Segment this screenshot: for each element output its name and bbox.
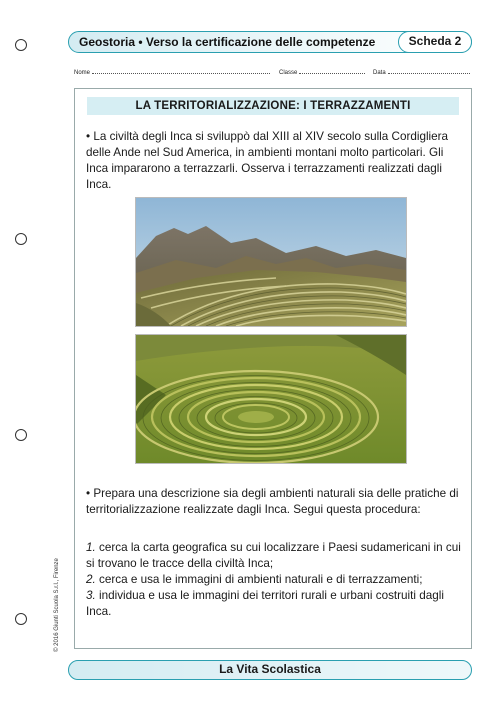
intro-paragraph: • La civiltà degli Inca si sviluppò dal XIII al XIV secolo sulla Cordigliera delle Ande nel Sud America, in ambienti montani molto particolari. Gli Inca impararono a terrazzarli. Osserva i terrazzamenti realizzati dagli Inca. (86, 130, 449, 191)
header-bar (68, 31, 472, 53)
binder-hole (15, 39, 27, 51)
binder-hole (15, 233, 27, 245)
name-label: Nome (74, 70, 91, 76)
binder-hole (15, 613, 27, 625)
class-field[interactable] (279, 68, 365, 76)
date-label: Data (373, 70, 386, 76)
copyright-note: © 2016 Giunti Scuola S.r.l., Firenze (54, 558, 60, 652)
procedure-step: 3. individua e usa le immagini dei territori rurali e urbani costruiti dagli Inca. (86, 589, 444, 618)
name-field[interactable] (74, 68, 270, 76)
student-fields (74, 68, 474, 78)
procedure-step: 1. cerca la carta geografica su cui localizzare i Paesi sudamericani in cui si trovano le tracce della civiltà Inca; (86, 541, 461, 570)
moray-circular-terraces-photo (135, 334, 407, 464)
task-paragraph: • Prepara una descrizione sia degli ambienti naturali sia delle pratiche di territorializzazione realizzate dagli Inca. Segui questa procedura: (86, 487, 459, 516)
class-label: Classe (279, 70, 298, 76)
worksheet-title: LA TERRITORIALIZZAZIONE: I TERRAZZAMENTI (87, 97, 459, 115)
header-title: Geostoria • Verso la certificazione delle competenze (79, 35, 376, 49)
procedure-steps (86, 540, 462, 620)
terraces-mountain-photo (135, 197, 407, 327)
date-field[interactable] (373, 68, 470, 76)
scheda-label: Scheda 2 (398, 31, 472, 53)
worksheet-box (74, 88, 472, 649)
procedure-step: 2. cerca e usa le immagini di ambienti naturali e di terrazzamenti; (86, 573, 423, 586)
binder-hole (15, 429, 27, 441)
footer-bar: La Vita Scolastica (68, 660, 472, 680)
